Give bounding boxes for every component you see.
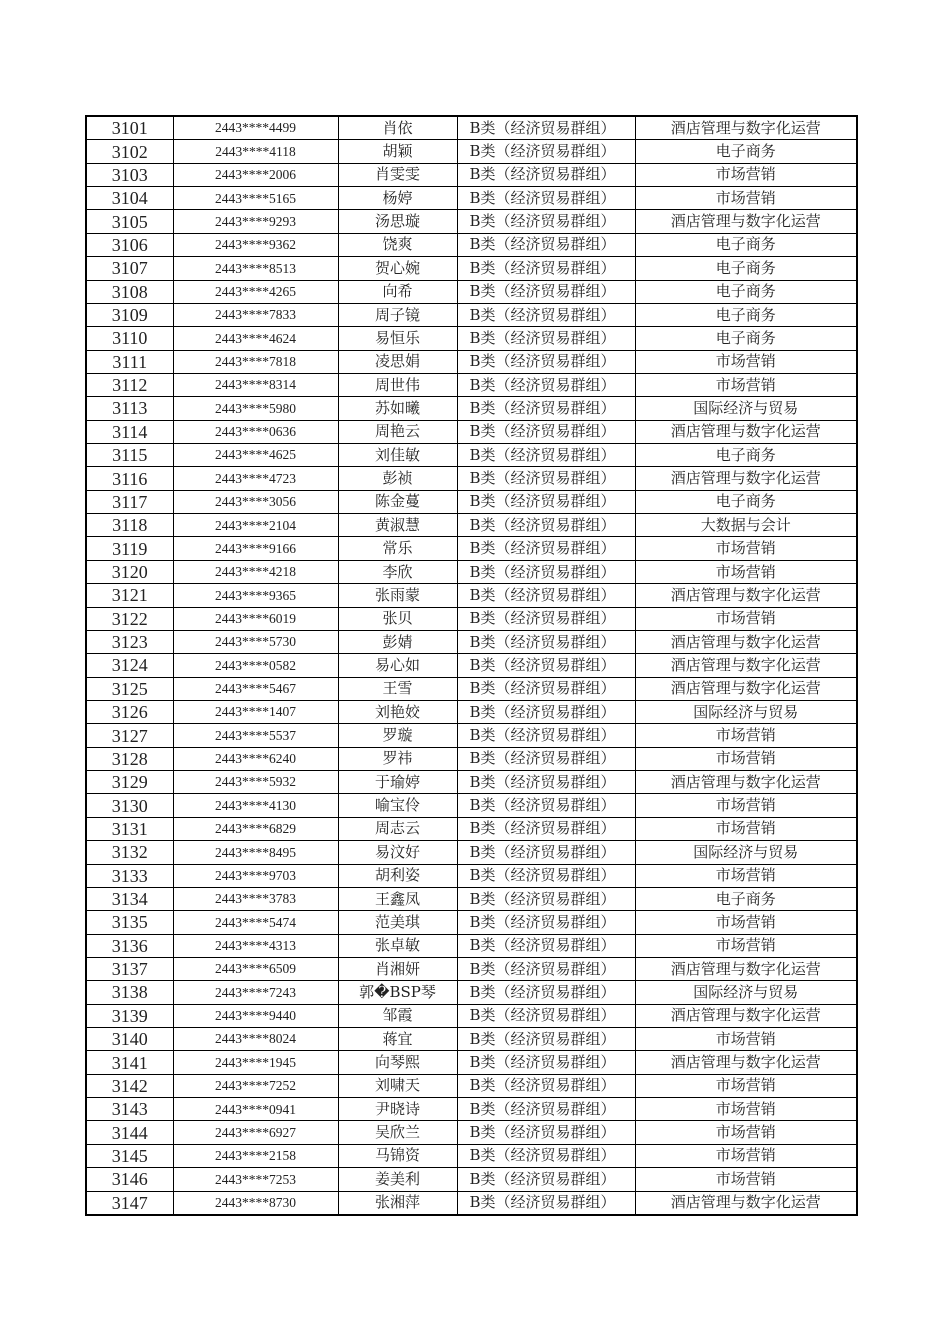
category-cell: B类（经济贸易群组）	[457, 467, 635, 490]
category-cell: B类（经济贸易群组）	[457, 677, 635, 700]
row-number-cell: 3132	[86, 841, 173, 864]
major-cell: 酒店管理与数字化运营	[635, 420, 857, 443]
student-name-cell: 刘艳姣	[338, 700, 457, 723]
table-row	[86, 887, 857, 910]
table-row	[86, 210, 857, 233]
candidate-id-cell: 2443****6509	[173, 957, 338, 980]
table-row	[86, 724, 857, 747]
category-cell: B类（经济贸易群组）	[457, 864, 635, 887]
table-row	[86, 514, 857, 537]
table-row	[86, 257, 857, 280]
major-cell: 酒店管理与数字化运营	[635, 1051, 857, 1074]
category-cell: B类（经济贸易群组）	[457, 887, 635, 910]
category-cell: B类（经济贸易群组）	[457, 233, 635, 256]
category-cell: B类（经济贸易群组）	[457, 1098, 635, 1121]
table-row	[86, 1004, 857, 1027]
category-cell: B类（经济贸易群组）	[457, 1168, 635, 1191]
major-cell: 市场营销	[635, 1028, 857, 1051]
student-name-cell: 向希	[338, 280, 457, 303]
table-row	[86, 467, 857, 490]
candidate-id-cell: 2443****4118	[173, 140, 338, 163]
row-number-cell: 3115	[86, 444, 173, 467]
table-row	[86, 654, 857, 677]
category-cell: B类（经济贸易群组）	[457, 1121, 635, 1144]
major-cell: 市场营销	[635, 1098, 857, 1121]
row-number-cell: 3116	[86, 467, 173, 490]
candidate-id-cell: 2443****9166	[173, 537, 338, 560]
table-row	[86, 303, 857, 326]
student-name-cell: 胡利姿	[338, 864, 457, 887]
category-cell: B类（经济贸易群组）	[457, 397, 635, 420]
major-cell: 酒店管理与数字化运营	[635, 654, 857, 677]
row-number-cell: 3121	[86, 584, 173, 607]
candidate-id-cell: 2443****7253	[173, 1168, 338, 1191]
candidate-id-cell: 2443****9703	[173, 864, 338, 887]
candidate-id-cell: 2443****5537	[173, 724, 338, 747]
student-name-cell: 周艳云	[338, 420, 457, 443]
student-name-cell: 向琴熙	[338, 1051, 457, 1074]
student-name-cell: 周世伟	[338, 373, 457, 396]
table-row	[86, 397, 857, 420]
candidate-id-cell: 2443****5730	[173, 630, 338, 653]
row-number-cell: 3114	[86, 420, 173, 443]
major-cell: 市场营销	[635, 537, 857, 560]
category-cell: B类（经济贸易群组）	[457, 1004, 635, 1027]
student-name-cell: 吴欣兰	[338, 1121, 457, 1144]
category-cell: B类（经济贸易群组）	[457, 747, 635, 770]
student-name-cell: 凌思娟	[338, 350, 457, 373]
candidate-id-cell: 2443****5467	[173, 677, 338, 700]
major-cell: 市场营销	[635, 163, 857, 186]
results-table-body	[86, 116, 857, 1215]
candidate-id-cell: 2443****2158	[173, 1144, 338, 1167]
student-name-cell: 胡颖	[338, 140, 457, 163]
student-name-cell: 周子镜	[338, 303, 457, 326]
category-cell: B类（经济贸易群组）	[457, 537, 635, 560]
row-number-cell: 3142	[86, 1074, 173, 1097]
category-cell: B类（经济贸易群组）	[457, 607, 635, 630]
student-name-cell: 蒋宜	[338, 1028, 457, 1051]
category-cell: B类（经济贸易群组）	[457, 934, 635, 957]
table-row	[86, 233, 857, 256]
candidate-id-cell: 2443****8513	[173, 257, 338, 280]
candidate-id-cell: 2443****1407	[173, 700, 338, 723]
student-name-cell: 刘啸天	[338, 1074, 457, 1097]
major-cell: 电子商务	[635, 303, 857, 326]
row-number-cell: 3118	[86, 514, 173, 537]
row-number-cell: 3125	[86, 677, 173, 700]
candidate-id-cell: 2443****4265	[173, 280, 338, 303]
category-cell: B类（经济贸易群组）	[457, 420, 635, 443]
row-number-cell: 3103	[86, 163, 173, 186]
table-row	[86, 420, 857, 443]
category-cell: B类（经济贸易群组）	[457, 794, 635, 817]
category-cell: B类（经济贸易群组）	[457, 817, 635, 840]
row-number-cell: 3129	[86, 771, 173, 794]
major-cell: 市场营销	[635, 350, 857, 373]
row-number-cell: 3105	[86, 210, 173, 233]
row-number-cell: 3101	[86, 116, 173, 140]
candidate-id-cell: 2443****3783	[173, 887, 338, 910]
category-cell: B类（经济贸易群组）	[457, 841, 635, 864]
candidate-id-cell: 2443****8495	[173, 841, 338, 864]
table-row	[86, 1098, 857, 1121]
student-name-cell: 张湘萍	[338, 1191, 457, 1215]
candidate-id-cell: 2443****3056	[173, 490, 338, 513]
candidate-id-cell: 2443****1945	[173, 1051, 338, 1074]
table-row	[86, 1168, 857, 1191]
category-cell: B类（经济贸易群组）	[457, 771, 635, 794]
major-cell: 市场营销	[635, 934, 857, 957]
category-cell: B类（经济贸易群组）	[457, 514, 635, 537]
candidate-id-cell: 2443****7833	[173, 303, 338, 326]
row-number-cell: 3108	[86, 280, 173, 303]
student-name-cell: 于瑜婷	[338, 771, 457, 794]
category-cell: B类（经济贸易群组）	[457, 327, 635, 350]
student-name-cell: 肖雯雯	[338, 163, 457, 186]
table-row	[86, 630, 857, 653]
candidate-id-cell: 2443****6829	[173, 817, 338, 840]
student-name-cell: 邹霞	[338, 1004, 457, 1027]
row-number-cell: 3135	[86, 911, 173, 934]
table-row	[86, 350, 857, 373]
row-number-cell: 3110	[86, 327, 173, 350]
row-number-cell: 3128	[86, 747, 173, 770]
row-number-cell: 3120	[86, 560, 173, 583]
student-name-cell: 贺心婉	[338, 257, 457, 280]
candidate-id-cell: 2443****0941	[173, 1098, 338, 1121]
category-cell: B类（经济贸易群组）	[457, 116, 635, 140]
student-name-cell: 汤思璇	[338, 210, 457, 233]
category-cell: B类（经济贸易群组）	[457, 630, 635, 653]
candidate-id-cell: 2443****9362	[173, 233, 338, 256]
student-name-cell: 王雪	[338, 677, 457, 700]
candidate-id-cell: 2443****6019	[173, 607, 338, 630]
student-name-cell: 肖依	[338, 116, 457, 140]
student-name-cell: 喻宝伶	[338, 794, 457, 817]
student-name-cell: 范美琪	[338, 911, 457, 934]
table-row	[86, 444, 857, 467]
major-cell: 市场营销	[635, 817, 857, 840]
major-cell: 市场营销	[635, 911, 857, 934]
category-cell: B类（经济贸易群组）	[457, 654, 635, 677]
category-cell: B类（经济贸易群组）	[457, 303, 635, 326]
candidate-id-cell: 2443****9293	[173, 210, 338, 233]
student-name-cell: 姜美利	[338, 1168, 457, 1191]
row-number-cell: 3143	[86, 1098, 173, 1121]
table-row	[86, 1028, 857, 1051]
major-cell: 市场营销	[635, 560, 857, 583]
candidate-id-cell: 2443****4723	[173, 467, 338, 490]
candidate-id-cell: 2443****4130	[173, 794, 338, 817]
major-cell: 电子商务	[635, 280, 857, 303]
candidate-id-cell: 2443****5474	[173, 911, 338, 934]
student-name-cell: 常乐	[338, 537, 457, 560]
candidate-id-cell: 2443****5980	[173, 397, 338, 420]
student-name-cell: 饶爽	[338, 233, 457, 256]
table-row	[86, 1144, 857, 1167]
student-name-cell: 易恒乐	[338, 327, 457, 350]
table-row	[86, 1074, 857, 1097]
row-number-cell: 3133	[86, 864, 173, 887]
major-cell: 酒店管理与数字化运营	[635, 1004, 857, 1027]
candidate-id-cell: 2443****4499	[173, 116, 338, 140]
category-cell: B类（经济贸易群组）	[457, 1144, 635, 1167]
table-row	[86, 771, 857, 794]
major-cell: 电子商务	[635, 233, 857, 256]
student-name-cell: 罗璇	[338, 724, 457, 747]
candidate-id-cell: 2443****4624	[173, 327, 338, 350]
student-name-cell: 郭�BSP琴	[338, 981, 457, 1004]
candidate-id-cell: 2443****0636	[173, 420, 338, 443]
major-cell: 市场营销	[635, 864, 857, 887]
table-row	[86, 747, 857, 770]
major-cell: 酒店管理与数字化运营	[635, 210, 857, 233]
table-row	[86, 841, 857, 864]
table-row	[86, 794, 857, 817]
table-row	[86, 677, 857, 700]
row-number-cell: 3147	[86, 1191, 173, 1215]
major-cell: 市场营销	[635, 187, 857, 210]
row-number-cell: 3141	[86, 1051, 173, 1074]
category-cell: B类（经济贸易群组）	[457, 350, 635, 373]
category-cell: B类（经济贸易群组）	[457, 911, 635, 934]
row-number-cell: 3137	[86, 957, 173, 980]
table-row	[86, 280, 857, 303]
candidate-id-cell: 2443****4218	[173, 560, 338, 583]
category-cell: B类（经济贸易群组）	[457, 280, 635, 303]
table-row	[86, 911, 857, 934]
major-cell: 酒店管理与数字化运营	[635, 677, 857, 700]
major-cell: 酒店管理与数字化运营	[635, 630, 857, 653]
row-number-cell: 3140	[86, 1028, 173, 1051]
category-cell: B类（经济贸易群组）	[457, 140, 635, 163]
category-cell: B类（经济贸易群组）	[457, 1191, 635, 1215]
row-number-cell: 3127	[86, 724, 173, 747]
student-name-cell: 苏如曦	[338, 397, 457, 420]
category-cell: B类（经济贸易群组）	[457, 1051, 635, 1074]
table-row	[86, 584, 857, 607]
row-number-cell: 3113	[86, 397, 173, 420]
table-row	[86, 140, 857, 163]
category-cell: B类（经济贸易群组）	[457, 163, 635, 186]
category-cell: B类（经济贸易群组）	[457, 373, 635, 396]
row-number-cell: 3104	[86, 187, 173, 210]
major-cell: 市场营销	[635, 1144, 857, 1167]
student-name-cell: 易心如	[338, 654, 457, 677]
major-cell: 电子商务	[635, 140, 857, 163]
candidate-id-cell: 2443****7243	[173, 981, 338, 1004]
major-cell: 酒店管理与数字化运营	[635, 467, 857, 490]
table-row	[86, 163, 857, 186]
table-row	[86, 700, 857, 723]
table-row	[86, 373, 857, 396]
table-row	[86, 607, 857, 630]
candidate-id-cell: 2443****5932	[173, 771, 338, 794]
major-cell: 市场营销	[635, 794, 857, 817]
major-cell: 国际经济与贸易	[635, 841, 857, 864]
student-name-cell: 肖湘妍	[338, 957, 457, 980]
category-cell: B类（经济贸易群组）	[457, 210, 635, 233]
table-row	[86, 1121, 857, 1144]
table-row	[86, 934, 857, 957]
row-number-cell: 3123	[86, 630, 173, 653]
row-number-cell: 3106	[86, 233, 173, 256]
candidate-id-cell: 2443****0582	[173, 654, 338, 677]
table-row	[86, 537, 857, 560]
major-cell: 酒店管理与数字化运营	[635, 957, 857, 980]
row-number-cell: 3138	[86, 981, 173, 1004]
candidate-id-cell: 2443****4313	[173, 934, 338, 957]
student-name-cell: 陈金蔓	[338, 490, 457, 513]
major-cell: 电子商务	[635, 444, 857, 467]
category-cell: B类（经济贸易群组）	[457, 957, 635, 980]
table-row	[86, 187, 857, 210]
category-cell: B类（经济贸易群组）	[457, 490, 635, 513]
table-row	[86, 981, 857, 1004]
student-name-cell: 易汶好	[338, 841, 457, 864]
major-cell: 电子商务	[635, 327, 857, 350]
major-cell: 酒店管理与数字化运营	[635, 116, 857, 140]
candidate-id-cell: 2443****8024	[173, 1028, 338, 1051]
major-cell: 市场营销	[635, 1074, 857, 1097]
row-number-cell: 3130	[86, 794, 173, 817]
candidate-id-cell: 2443****8730	[173, 1191, 338, 1215]
candidate-id-cell: 2443****9440	[173, 1004, 338, 1027]
candidate-id-cell: 2443****9365	[173, 584, 338, 607]
major-cell: 市场营销	[635, 373, 857, 396]
major-cell: 电子商务	[635, 887, 857, 910]
table-row	[86, 1051, 857, 1074]
category-cell: B类（经济贸易群组）	[457, 560, 635, 583]
table-row	[86, 957, 857, 980]
major-cell: 市场营销	[635, 747, 857, 770]
student-name-cell: 黄淑慧	[338, 514, 457, 537]
student-name-cell: 张卓敏	[338, 934, 457, 957]
row-number-cell: 3111	[86, 350, 173, 373]
category-cell: B类（经济贸易群组）	[457, 700, 635, 723]
results-table	[85, 115, 858, 1216]
table-row	[86, 817, 857, 840]
major-cell: 国际经济与贸易	[635, 397, 857, 420]
major-cell: 酒店管理与数字化运营	[635, 771, 857, 794]
candidate-id-cell: 2443****2104	[173, 514, 338, 537]
major-cell: 市场营销	[635, 607, 857, 630]
category-cell: B类（经济贸易群组）	[457, 444, 635, 467]
major-cell: 市场营销	[635, 1121, 857, 1144]
row-number-cell: 3134	[86, 887, 173, 910]
row-number-cell: 3145	[86, 1144, 173, 1167]
candidate-id-cell: 2443****4625	[173, 444, 338, 467]
row-number-cell: 3136	[86, 934, 173, 957]
major-cell: 电子商务	[635, 490, 857, 513]
candidate-id-cell: 2443****8314	[173, 373, 338, 396]
major-cell: 电子商务	[635, 257, 857, 280]
student-name-cell: 彭婧	[338, 630, 457, 653]
table-row	[86, 490, 857, 513]
category-cell: B类（经济贸易群组）	[457, 1074, 635, 1097]
category-cell: B类（经济贸易群组）	[457, 724, 635, 747]
category-cell: B类（经济贸易群组）	[457, 257, 635, 280]
student-name-cell: 王鑫凤	[338, 887, 457, 910]
student-name-cell: 张雨蒙	[338, 584, 457, 607]
student-name-cell: 张贝	[338, 607, 457, 630]
row-number-cell: 3126	[86, 700, 173, 723]
major-cell: 大数据与会计	[635, 514, 857, 537]
candidate-id-cell: 2443****7818	[173, 350, 338, 373]
row-number-cell: 3119	[86, 537, 173, 560]
major-cell: 酒店管理与数字化运营	[635, 584, 857, 607]
major-cell: 市场营销	[635, 1168, 857, 1191]
row-number-cell: 3146	[86, 1168, 173, 1191]
category-cell: B类（经济贸易群组）	[457, 1028, 635, 1051]
row-number-cell: 3102	[86, 140, 173, 163]
major-cell: 市场营销	[635, 724, 857, 747]
category-cell: B类（经济贸易群组）	[457, 584, 635, 607]
table-row	[86, 327, 857, 350]
row-number-cell: 3107	[86, 257, 173, 280]
table-row	[86, 864, 857, 887]
row-number-cell: 3112	[86, 373, 173, 396]
row-number-cell: 3122	[86, 607, 173, 630]
candidate-id-cell: 2443****5165	[173, 187, 338, 210]
student-name-cell: 彭祯	[338, 467, 457, 490]
candidate-id-cell: 2443****6240	[173, 747, 338, 770]
table-row	[86, 116, 857, 140]
table-row	[86, 560, 857, 583]
major-cell: 酒店管理与数字化运营	[635, 1191, 857, 1215]
student-name-cell: 尹晓诗	[338, 1098, 457, 1121]
category-cell: B类（经济贸易群组）	[457, 187, 635, 210]
candidate-id-cell: 2443****7252	[173, 1074, 338, 1097]
candidate-id-cell: 2443****2006	[173, 163, 338, 186]
student-name-cell: 罗祎	[338, 747, 457, 770]
row-number-cell: 3131	[86, 817, 173, 840]
category-cell: B类（经济贸易群组）	[457, 981, 635, 1004]
major-cell: 国际经济与贸易	[635, 981, 857, 1004]
student-name-cell: 马锦资	[338, 1144, 457, 1167]
student-name-cell: 杨婷	[338, 187, 457, 210]
row-number-cell: 3144	[86, 1121, 173, 1144]
row-number-cell: 3124	[86, 654, 173, 677]
major-cell: 国际经济与贸易	[635, 700, 857, 723]
student-name-cell: 李欣	[338, 560, 457, 583]
table-row	[86, 1191, 857, 1215]
student-name-cell: 刘佳敏	[338, 444, 457, 467]
candidate-id-cell: 2443****6927	[173, 1121, 338, 1144]
student-name-cell: 周志云	[338, 817, 457, 840]
row-number-cell: 3109	[86, 303, 173, 326]
row-number-cell: 3117	[86, 490, 173, 513]
row-number-cell: 3139	[86, 1004, 173, 1027]
